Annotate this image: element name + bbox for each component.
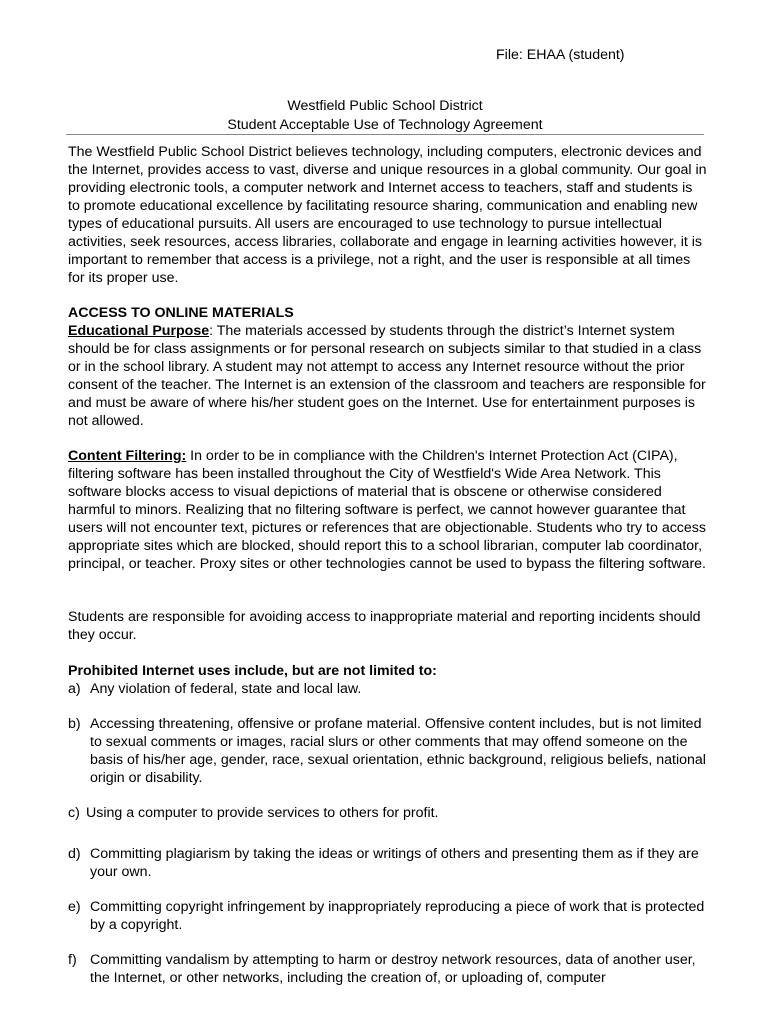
list-item-text: Committing plagiarism by taking the ideas or writings of others and presenting them as if they are your own. — [90, 846, 699, 880]
list-marker: d) — [68, 846, 81, 862]
responsibility-paragraph: Students are responsible for avoiding access to inappropriate material and reporting incidents should they occur. — [68, 609, 701, 643]
list-item — [68, 715, 708, 787]
district-name: Westfield Public School District — [287, 98, 483, 114]
list-item-text: Any violation of federal, state and local law. — [90, 681, 362, 697]
access-heading: ACCESS TO ONLINE MATERIALS — [68, 305, 294, 321]
list-item — [68, 951, 708, 987]
title-divider — [66, 134, 704, 135]
list-item-text: Accessing threatening, offensive or profane material. Offensive content includes, but is not limited to sexual comments or images, racial slurs or other comments that may offend someone on the basis of his/her age, gender, race, sexual orientation, ethnic background, religious beliefs, national origin or disability. — [90, 716, 706, 786]
list-item-text: Committing vandalism by attempting to harm or destroy network resources, data of another user, the Internet, or other networks, including the creation of, or uploading of, computer — [90, 952, 696, 986]
list-marker: b) — [68, 716, 81, 732]
list-marker: e) — [68, 899, 81, 915]
list-item — [68, 845, 708, 881]
educational-purpose-label: Educational Purpose — [68, 323, 210, 339]
list-marker: f) — [68, 952, 77, 968]
content-filtering-text: In order to be in compliance with the Children's Internet Protection Act (CIPA), filtering software has been installed throughout the City of Westfield's Wide Area Network. This software blocks access to visual depictions of material that is obscene or otherwise considered harmful to minors. Realizing that no filtering software is perfect, we cannot however guarantee that users will not encounter text, pictures or references that are objectionable. Students who try to access appropriate sites which are blocked, should report this to a school librarian, computer lab coordinator, principal, or teacher. Proxy sites or other technologies cannot be used to bypass the filtering software. — [68, 448, 707, 572]
content-filtering-paragraph — [68, 447, 708, 573]
list-item — [68, 804, 708, 822]
educational-purpose-paragraph — [68, 322, 708, 430]
prohibited-heading: Prohibited Internet uses include, but are not limited to: — [68, 663, 437, 679]
content-filtering-label: Content Filtering: — [68, 448, 187, 464]
document-title: Student Acceptable Use of Technology Agreement — [227, 117, 543, 133]
list-item-text: Committing copyright infringement by inappropriately reproducing a piece of work that is protected by a copyright. — [90, 899, 705, 933]
list-item-text: Using a computer to provide services to others for profit. — [86, 805, 439, 821]
list-marker: c) — [68, 805, 80, 821]
list-item — [68, 680, 708, 698]
list-item — [68, 898, 708, 934]
list-marker: a) — [68, 681, 81, 697]
file-label: File: EHAA (student) — [496, 47, 625, 63]
educational-purpose-text: : The materials accessed by students through the district’s Internet system should be for class assignments or for personal research on subjects similar to that studied in a class or in the school library. A student may not attempt to access any Internet resource without the prior consent of the teacher. The Internet is an extension of the classroom and teachers are responsible for and must be aware of where his/her student goes on the Internet. Use for entertainment purposes is not allowed. — [68, 323, 706, 429]
intro-paragraph: The Westfield Public School District believes technology, including computers, electronic devices and the Internet, provides access to vast, diverse and unique resources in a global community. Our goal in providing electronic tools, a computer network and Internet access to teachers, staff and students is to promote educational excellence by facilitating resource sharing, communication and enabling new types of educational pursuits. All users are encouraged to use technology to pursue intellectual activities, seek resources, access libraries, collaborate and engage in learning activities however, it is important to remember that access is a privilege, not a right, and the user is responsible at all times for its proper use. — [68, 144, 707, 286]
